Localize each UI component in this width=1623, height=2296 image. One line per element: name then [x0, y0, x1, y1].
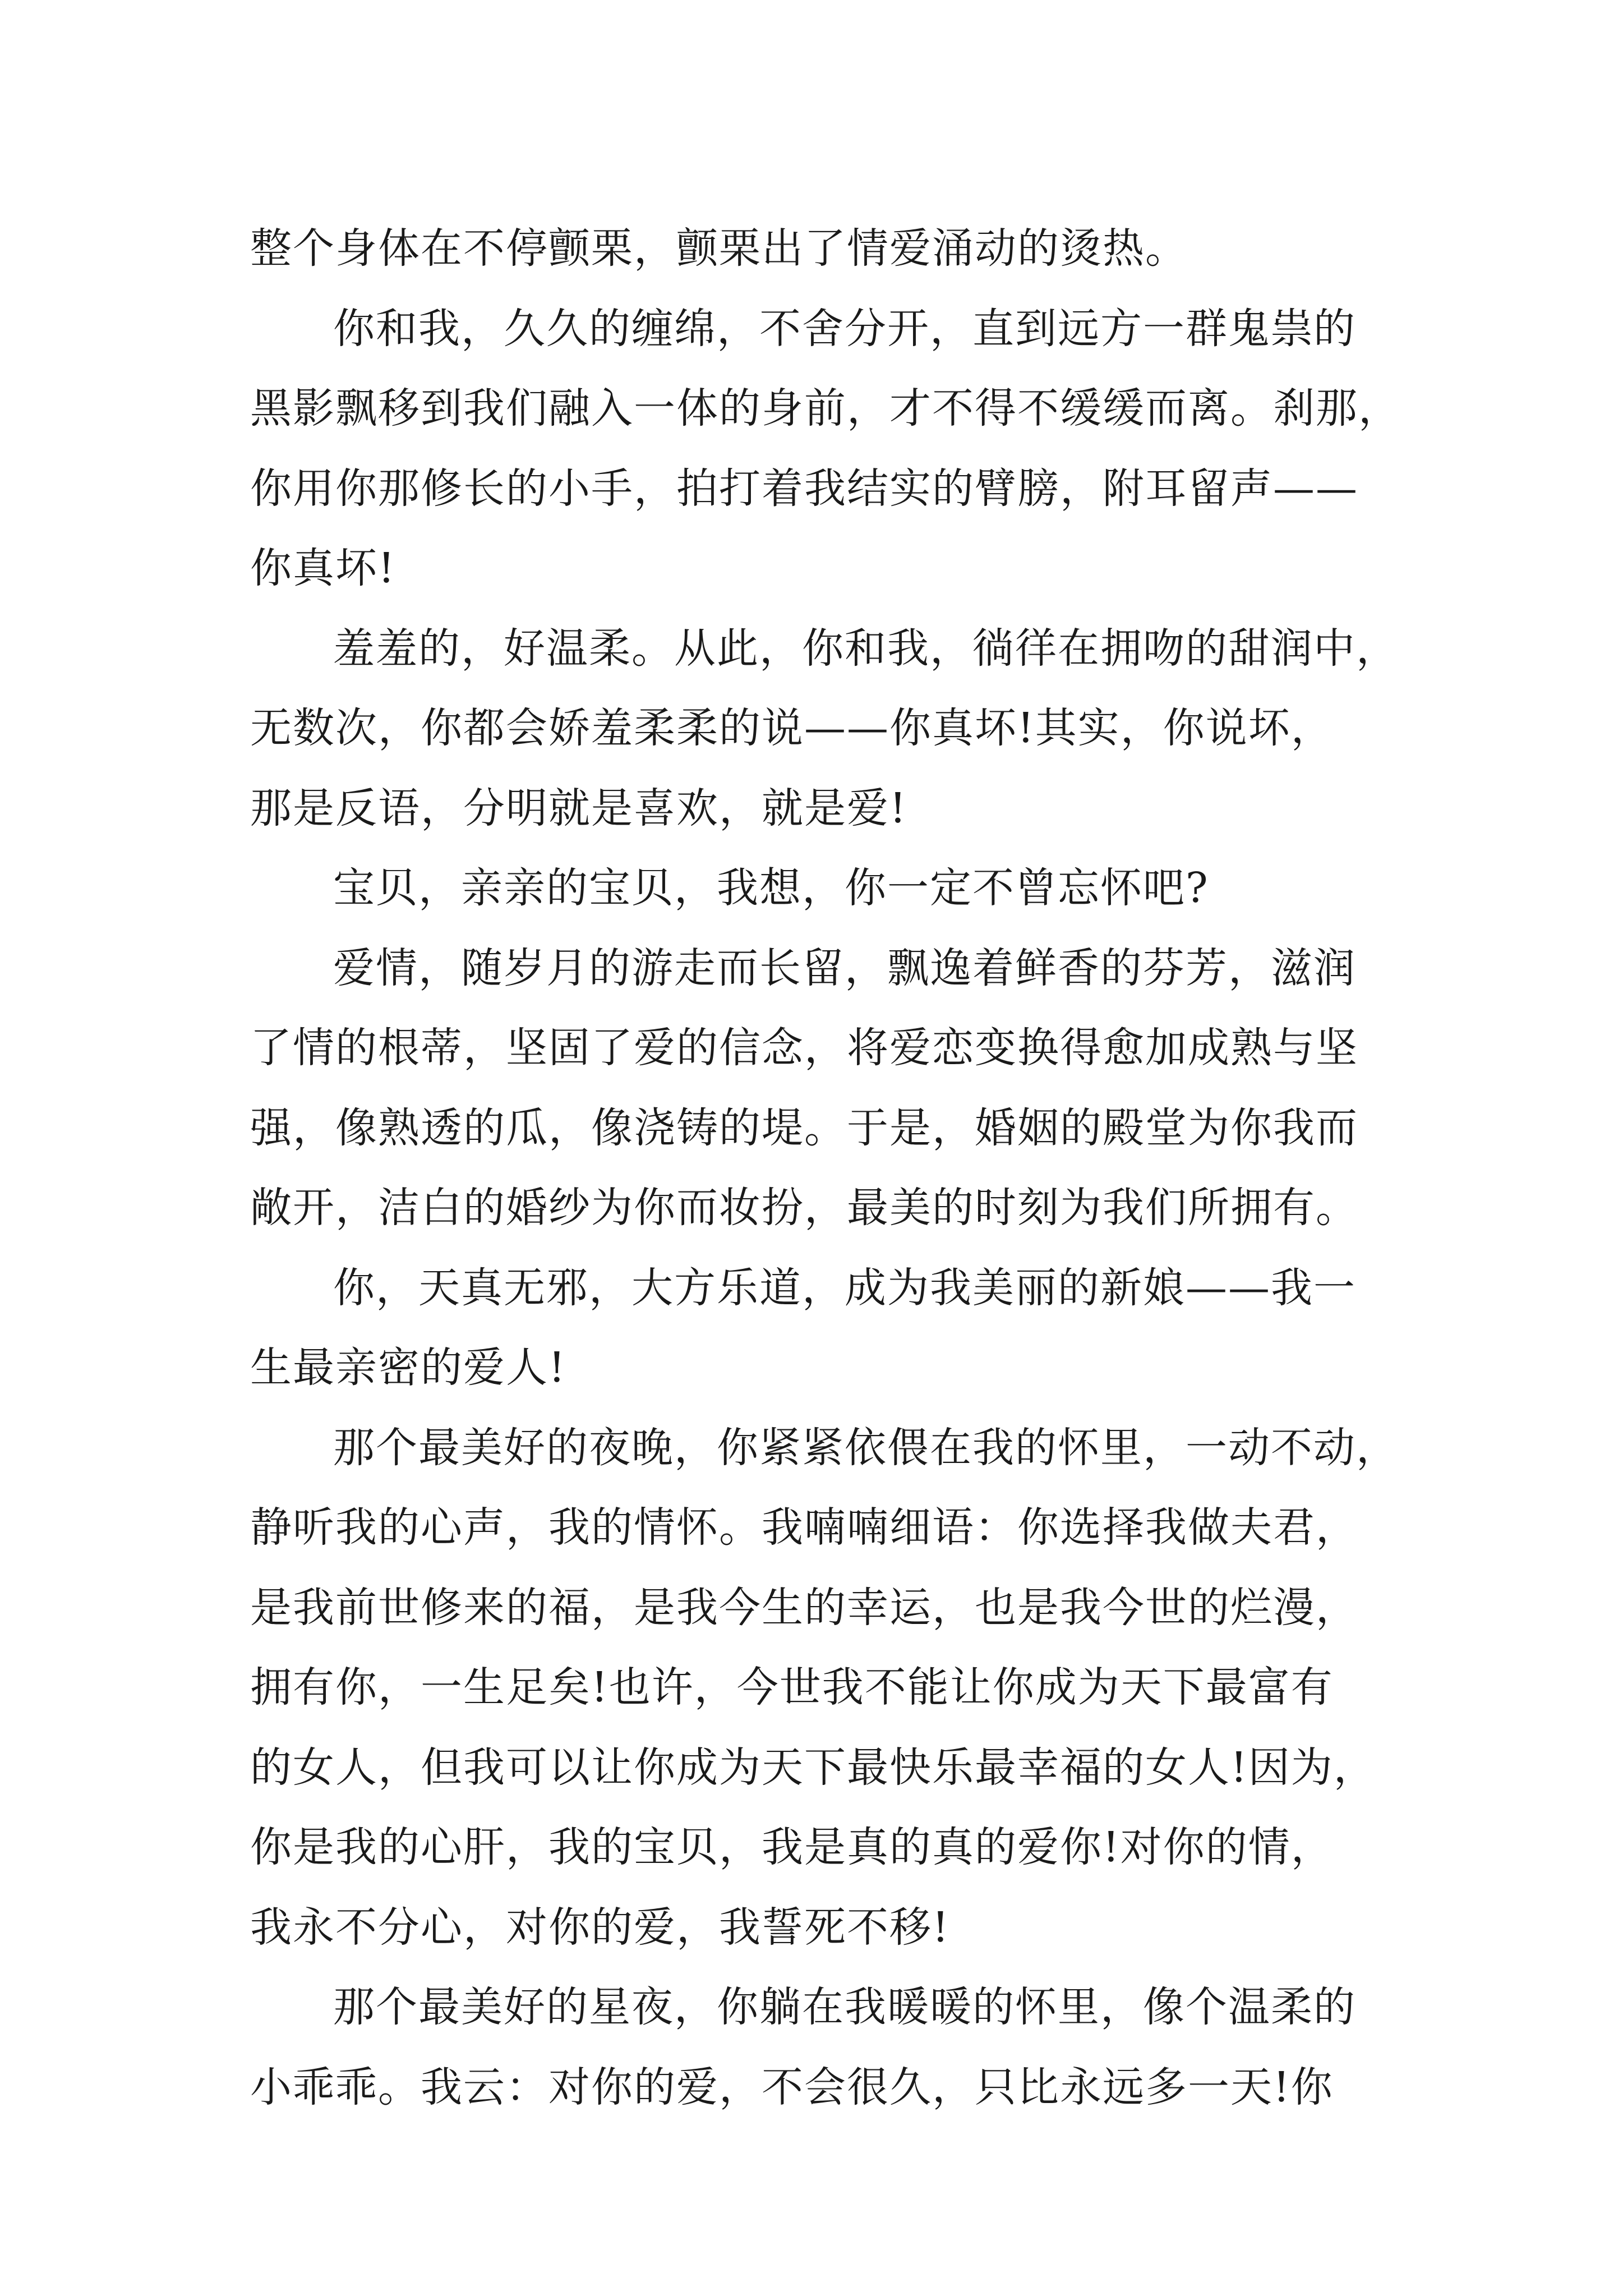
paragraph-3: 羞羞的，好温柔。从此，你和我，徜徉在拥吻的甜润中， 无数次，你都会娇羞柔柔的说——你真坏!其实，你说坏， 那是反语，分明就是喜欢，就是爱!: [250, 624, 1399, 832]
body-text: [250, 209, 1405, 2127]
paragraph-6: 你，天真无邪，大方乐道，成为我美丽的新娘——我一 生最亲密的爱人!: [250, 1263, 1356, 1392]
paragraph-1: 整个身体在不停颤栗，颤栗出了情爱涌动的烫热。: [250, 224, 1188, 273]
paragraph-4: 宝贝，亲亲的宝贝，我想，你一定不曾忘怀吧?: [333, 864, 1209, 912]
paragraph-7: 那个最美好的夜晚，你紧紧依偎在我的怀里，一动不动， 静听我的心声，我的情怀。我喃喃细语：你选择我做夫君， 是我前世修来的福，是我今生的幸运，也是我今世的烂漫， 拥有你，一生足矣!也许，今世我不能让你成为天下最富有 的女人，但我可以让你成为天下最快乐最幸福的女人!因为， 你是我的心肝，我的宝贝，我是真的真的爱你!对你的情， 我永不分心，对你的爱，我誓死不移!: [250, 1423, 1399, 1952]
paragraph-8: 那个最美好的星夜，你躺在我暖暖的怀里，像个温柔的 小乖乖。我云：对你的爱，不会很久，只比永远多一天!你: [250, 1983, 1356, 2111]
paragraph-5: 爱情，随岁月的游走而长留，飘逸着鲜香的芬芳，滋润 了情的根蒂，坚固了爱的信念，将爱恋变换得愈加成熟与坚 强，像熟透的瓜，像浇铸的堤。于是，婚姻的殿堂为你我而 敞开，洁白的婚纱为你而妆扮，最美的时刻为我们所拥有。: [250, 944, 1358, 1232]
paragraph-2: 你和我，久久的缠绵，不舍分开，直到远方一群鬼祟的 黑影飘移到我们融入一体的身前，才不得不缓缓而离。刹那， 你用你那修长的小手，拍打着我结实的臂膀，附耳留声—— 你真坏!: [250, 304, 1401, 592]
